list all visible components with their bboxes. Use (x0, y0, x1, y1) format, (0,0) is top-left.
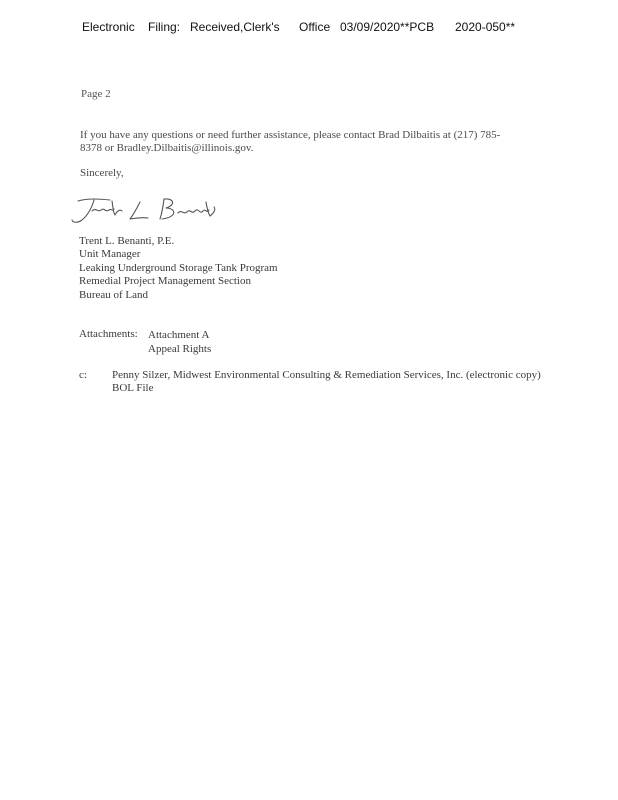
attachment-item: Appeal Rights (148, 343, 212, 355)
attachments-label: Attachments: (79, 328, 138, 340)
stamp-word-filing: Filing: (148, 20, 181, 34)
contact-paragraph (80, 129, 540, 155)
signature-graphic (70, 193, 220, 229)
cc-list (112, 369, 541, 395)
cc-label: c: (79, 369, 87, 381)
signer-name: Trent L. Benanti, P.E. (79, 235, 175, 247)
cc-item: BOL File (112, 382, 154, 394)
stamp-date-pcb: 03/09/2020**PCB (340, 20, 435, 34)
attachments-list (148, 328, 211, 356)
signer-title: Unit Manager (79, 248, 141, 261)
contact-line-1: If you have any questions or need further assistance, please contact Brad Dilbaitis at (217) 785- (80, 129, 501, 141)
stamp-word-received: Received,Clerk's (190, 20, 280, 34)
contact-line-2: 8378 or Bradley.Dilbaitis@illinois.gov. (80, 142, 254, 154)
stamp-word-office: Office (299, 20, 331, 34)
closing-salutation: Sincerely, (80, 167, 124, 179)
signature-block (79, 235, 278, 302)
stamp-case-number: 2020-050** (455, 20, 516, 34)
signer-section: Remedial Project Management Section (79, 275, 251, 288)
attachment-item: Attachment A (148, 329, 210, 341)
signer-bureau: Bureau of Land (79, 288, 149, 301)
signer-program: Leaking Underground Storage Tank Program (79, 261, 278, 274)
stamp-word-electronic: Electronic (82, 20, 135, 34)
page-number: Page 2 (81, 88, 111, 100)
handwritten-signature (70, 193, 220, 229)
cc-item: Penny Silzer, Midwest Environmental Consulting & Remediation Services, Inc. (electronic copy) (112, 369, 541, 381)
electronic-filing-stamp (0, 20, 618, 36)
